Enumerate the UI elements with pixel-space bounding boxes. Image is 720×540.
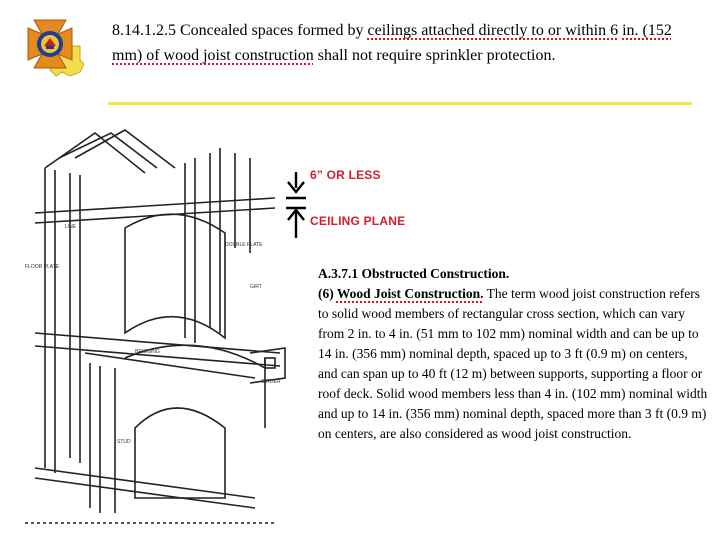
drawing-label-floor-plate: FLOOR PLATE bbox=[25, 264, 60, 270]
definition-subheading: Wood Joist Construction. bbox=[336, 286, 484, 301]
code-section-heading bbox=[112, 18, 702, 68]
heading-intro: 8.14.1.2.5 Concealed spaces formed by bbox=[112, 22, 368, 39]
six-inch-arrows bbox=[282, 170, 310, 240]
ceiling-plane-label: CEILING PLANE bbox=[310, 214, 406, 228]
wood-framing-illustration bbox=[25, 128, 295, 528]
drawing-label-bridging: BRIDGING bbox=[135, 349, 160, 355]
heading-end: shall not require sprinkler protection. bbox=[313, 47, 556, 64]
heading-underlined-1: ceilings attached directly to or within 6 bbox=[367, 22, 619, 39]
fire-marshal-logo bbox=[22, 16, 84, 80]
definition-paragraph bbox=[318, 284, 710, 444]
definition-body: The term wood joist construction refers to solid wood members of rectangular cross section, which can vary from 2 in. to 4 in. (51 mm to 102 mm) nominal width and can be up to 14 in. (356 mm) nominal depth, spaced up to 3 ft (0.9 m) on centers, and can span up to 40 ft (12 m) between supports, supporting a floor or roof deck. Solid wood members less than 4 in. (102 mm) nominal width and up to 14 in. (356 mm) nominal depth, spaced more than 3 ft (0.9 m) on centers, are also considered as wood joist construction. bbox=[318, 286, 708, 441]
six-inch-label: 6” OR LESS bbox=[310, 168, 381, 182]
drawing-label-line: LINE bbox=[65, 224, 77, 230]
definition-subheading-prefix: (6) bbox=[318, 286, 337, 301]
drawing-label-stud: STUD bbox=[117, 439, 131, 445]
yellow-divider bbox=[108, 102, 692, 105]
drawing-label-double-plate: DOUBLE PLATE bbox=[225, 242, 263, 248]
heading-underlined-2: in. (152 mm) of wood joist construction bbox=[112, 22, 672, 64]
drawing-label-girder: GIRDER bbox=[261, 379, 281, 385]
definition-block bbox=[318, 264, 710, 444]
definition-heading: A.3.7.1 Obstructed Construction. bbox=[318, 266, 510, 281]
drawing-label-girt: GIRT bbox=[250, 284, 262, 290]
